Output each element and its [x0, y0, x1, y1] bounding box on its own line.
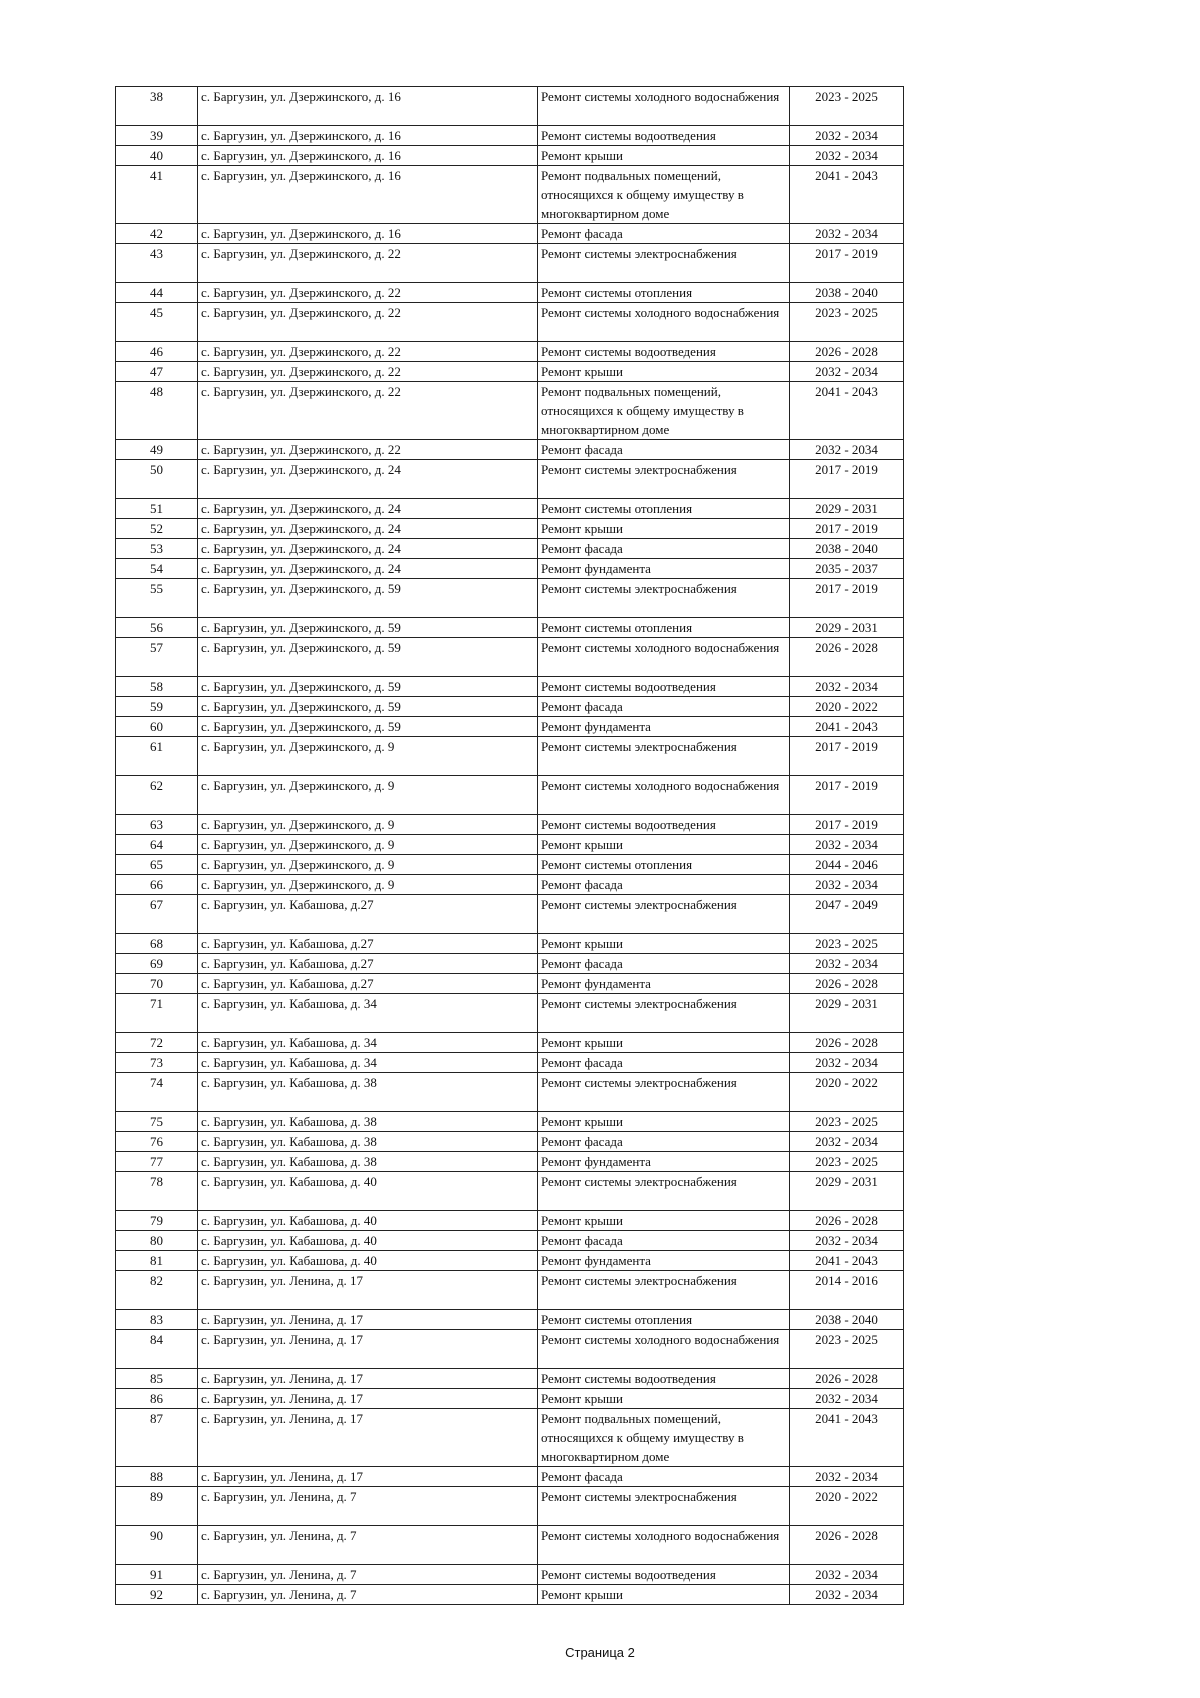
row-number-cell: 45	[116, 303, 198, 342]
address-cell: с. Баргузин, ул. Кабашова, д. 34	[198, 1033, 538, 1053]
table-row	[116, 737, 904, 776]
work-type-cell: Ремонт системы электроснабжения	[538, 994, 790, 1033]
period-cell: 2029 - 2031	[790, 1172, 904, 1211]
work-type-cell: Ремонт фасада	[538, 1231, 790, 1251]
row-number-cell: 71	[116, 994, 198, 1033]
address-cell: с. Баргузин, ул. Дзержинского, д. 22	[198, 440, 538, 460]
address-cell: с. Баргузин, ул. Ленина, д. 17	[198, 1330, 538, 1369]
table-row	[116, 1172, 904, 1211]
address-cell: с. Баргузин, ул. Кабашова, д. 40	[198, 1172, 538, 1211]
work-type-cell: Ремонт крыши	[538, 934, 790, 954]
work-type-cell: Ремонт системы отопления	[538, 855, 790, 875]
address-cell: с. Баргузин, ул. Дзержинского, д. 22	[198, 342, 538, 362]
row-number-cell: 90	[116, 1526, 198, 1565]
address-cell: с. Баргузин, ул. Дзержинского, д. 9	[198, 815, 538, 835]
table-row	[116, 1112, 904, 1132]
work-type-cell: Ремонт системы холодного водоснабжения	[538, 1330, 790, 1369]
period-cell: 2026 - 2028	[790, 342, 904, 362]
row-number-cell: 52	[116, 519, 198, 539]
period-cell: 2029 - 2031	[790, 618, 904, 638]
work-type-cell: Ремонт системы электроснабжения	[538, 1073, 790, 1112]
work-type-cell: Ремонт фасада	[538, 539, 790, 559]
row-number-cell: 78	[116, 1172, 198, 1211]
period-cell: 2029 - 2031	[790, 994, 904, 1033]
period-cell: 2041 - 2043	[790, 382, 904, 440]
row-number-cell: 51	[116, 499, 198, 519]
table-row	[116, 1565, 904, 1585]
row-number-cell: 58	[116, 677, 198, 697]
period-cell: 2017 - 2019	[790, 776, 904, 815]
period-cell: 2023 - 2025	[790, 87, 904, 126]
period-cell: 2032 - 2034	[790, 954, 904, 974]
period-cell: 2026 - 2028	[790, 1033, 904, 1053]
table-row	[116, 499, 904, 519]
period-cell: 2032 - 2034	[790, 440, 904, 460]
row-number-cell: 46	[116, 342, 198, 362]
address-cell: с. Баргузин, ул. Дзержинского, д. 9	[198, 776, 538, 815]
period-cell: 2032 - 2034	[790, 1053, 904, 1073]
period-cell: 2020 - 2022	[790, 697, 904, 717]
address-cell: с. Баргузин, ул. Дзержинского, д. 59	[198, 717, 538, 737]
work-type-cell: Ремонт крыши	[538, 1033, 790, 1053]
work-type-cell: Ремонт подвальных помещений, относящихся к общему имуществу в многоквартирном доме	[538, 166, 790, 224]
table-row	[116, 875, 904, 895]
work-type-cell: Ремонт крыши	[538, 146, 790, 166]
row-number-cell: 67	[116, 895, 198, 934]
work-type-cell: Ремонт системы отопления	[538, 1310, 790, 1330]
address-cell: с. Баргузин, ул. Ленина, д. 7	[198, 1585, 538, 1605]
period-cell: 2038 - 2040	[790, 1310, 904, 1330]
period-cell: 2032 - 2034	[790, 875, 904, 895]
work-type-cell: Ремонт крыши	[538, 835, 790, 855]
address-cell: с. Баргузин, ул. Кабашова, д. 34	[198, 1053, 538, 1073]
period-cell: 2035 - 2037	[790, 559, 904, 579]
row-number-cell: 81	[116, 1251, 198, 1271]
work-type-cell: Ремонт крыши	[538, 519, 790, 539]
table-row	[116, 1409, 904, 1467]
work-type-cell: Ремонт системы водоотведения	[538, 342, 790, 362]
work-type-cell: Ремонт крыши	[538, 1389, 790, 1409]
address-cell: с. Баргузин, ул. Кабашова, д. 40	[198, 1211, 538, 1231]
address-cell: с. Баргузин, ул. Кабашова, д.27	[198, 954, 538, 974]
table-row	[116, 638, 904, 677]
period-cell: 2023 - 2025	[790, 1330, 904, 1369]
period-cell: 2032 - 2034	[790, 224, 904, 244]
row-number-cell: 74	[116, 1073, 198, 1112]
table-row	[116, 146, 904, 166]
table-row	[116, 283, 904, 303]
period-cell: 2032 - 2034	[790, 835, 904, 855]
work-type-cell: Ремонт системы электроснабжения	[538, 579, 790, 618]
row-number-cell: 54	[116, 559, 198, 579]
table-row	[116, 835, 904, 855]
row-number-cell: 72	[116, 1033, 198, 1053]
work-type-cell: Ремонт системы водоотведения	[538, 1565, 790, 1585]
row-number-cell: 77	[116, 1152, 198, 1172]
work-type-cell: Ремонт системы электроснабжения	[538, 460, 790, 499]
row-number-cell: 75	[116, 1112, 198, 1132]
work-type-cell: Ремонт фасада	[538, 440, 790, 460]
row-number-cell: 49	[116, 440, 198, 460]
work-type-cell: Ремонт фасада	[538, 1132, 790, 1152]
address-cell: с. Баргузин, ул. Дзержинского, д. 22	[198, 382, 538, 440]
table-row	[116, 539, 904, 559]
table-row	[116, 126, 904, 146]
work-type-cell: Ремонт системы электроснабжения	[538, 895, 790, 934]
address-cell: с. Баргузин, ул. Ленина, д. 7	[198, 1526, 538, 1565]
period-cell: 2047 - 2049	[790, 895, 904, 934]
work-type-cell: Ремонт фундамента	[538, 1152, 790, 1172]
work-type-cell: Ремонт системы отопления	[538, 618, 790, 638]
work-type-cell: Ремонт крыши	[538, 362, 790, 382]
period-cell: 2014 - 2016	[790, 1271, 904, 1310]
work-type-cell: Ремонт системы электроснабжения	[538, 1172, 790, 1211]
work-type-cell: Ремонт фундамента	[538, 717, 790, 737]
address-cell: с. Баргузин, ул. Дзержинского, д. 59	[198, 579, 538, 618]
row-number-cell: 38	[116, 87, 198, 126]
address-cell: с. Баргузин, ул. Дзержинского, д. 22	[198, 362, 538, 382]
row-number-cell: 80	[116, 1231, 198, 1251]
period-cell: 2020 - 2022	[790, 1073, 904, 1112]
work-type-cell: Ремонт фундамента	[538, 974, 790, 994]
row-number-cell: 92	[116, 1585, 198, 1605]
table-row	[116, 1526, 904, 1565]
period-cell: 2023 - 2025	[790, 303, 904, 342]
row-number-cell: 59	[116, 697, 198, 717]
work-type-cell: Ремонт подвальных помещений, относящихся к общему имуществу в многоквартирном доме	[538, 382, 790, 440]
work-type-cell: Ремонт системы холодного водоснабжения	[538, 776, 790, 815]
address-cell: с. Баргузин, ул. Дзержинского, д. 59	[198, 677, 538, 697]
row-number-cell: 57	[116, 638, 198, 677]
row-number-cell: 79	[116, 1211, 198, 1231]
table-row	[116, 342, 904, 362]
row-number-cell: 73	[116, 1053, 198, 1073]
row-number-cell: 84	[116, 1330, 198, 1369]
address-cell: с. Баргузин, ул. Дзержинского, д. 24	[198, 499, 538, 519]
row-number-cell: 39	[116, 126, 198, 146]
row-number-cell: 68	[116, 934, 198, 954]
work-type-cell: Ремонт системы водоотведения	[538, 677, 790, 697]
address-cell: с. Баргузин, ул. Дзержинского, д. 9	[198, 737, 538, 776]
table-row	[116, 994, 904, 1033]
table-row	[116, 1231, 904, 1251]
work-type-cell: Ремонт фасада	[538, 697, 790, 717]
table-body	[116, 87, 904, 1605]
row-number-cell: 91	[116, 1565, 198, 1585]
row-number-cell: 69	[116, 954, 198, 974]
work-type-cell: Ремонт системы холодного водоснабжения	[538, 303, 790, 342]
page-number-label: Страница 2	[565, 1645, 635, 1660]
address-cell: с. Баргузин, ул. Дзержинского, д. 24	[198, 539, 538, 559]
row-number-cell: 64	[116, 835, 198, 855]
work-type-cell: Ремонт фасада	[538, 875, 790, 895]
row-number-cell: 56	[116, 618, 198, 638]
table-row	[116, 717, 904, 737]
work-type-cell: Ремонт крыши	[538, 1585, 790, 1605]
work-type-cell: Ремонт системы холодного водоснабжения	[538, 87, 790, 126]
row-number-cell: 70	[116, 974, 198, 994]
table-row	[116, 1152, 904, 1172]
work-type-cell: Ремонт фасада	[538, 1053, 790, 1073]
period-cell: 2017 - 2019	[790, 815, 904, 835]
table-row	[116, 677, 904, 697]
period-cell: 2032 - 2034	[790, 1231, 904, 1251]
address-cell: с. Баргузин, ул. Ленина, д. 17	[198, 1409, 538, 1467]
address-cell: с. Баргузин, ул. Кабашова, д. 38	[198, 1152, 538, 1172]
address-cell: с. Баргузин, ул. Дзержинского, д. 16	[198, 126, 538, 146]
address-cell: с. Баргузин, ул. Дзержинского, д. 16	[198, 87, 538, 126]
address-cell: с. Баргузин, ул. Кабашова, д. 38	[198, 1132, 538, 1152]
table-row	[116, 1251, 904, 1271]
address-cell: с. Баргузин, ул. Дзержинского, д. 24	[198, 519, 538, 539]
table-row	[116, 1073, 904, 1112]
work-type-cell: Ремонт системы отопления	[538, 499, 790, 519]
period-cell: 2041 - 2043	[790, 1409, 904, 1467]
address-cell: с. Баргузин, ул. Дзержинского, д. 59	[198, 618, 538, 638]
address-cell: с. Баргузин, ул. Кабашова, д. 38	[198, 1112, 538, 1132]
work-type-cell: Ремонт фундамента	[538, 559, 790, 579]
address-cell: с. Баргузин, ул. Ленина, д. 17	[198, 1467, 538, 1487]
address-cell: с. Баргузин, ул. Дзержинского, д. 9	[198, 875, 538, 895]
address-cell: с. Баргузин, ул. Дзержинского, д. 16	[198, 166, 538, 224]
work-type-cell: Ремонт фасада	[538, 954, 790, 974]
address-cell: с. Баргузин, ул. Кабашова, д.27	[198, 895, 538, 934]
period-cell: 2026 - 2028	[790, 974, 904, 994]
table-row	[116, 579, 904, 618]
period-cell: 2032 - 2034	[790, 1467, 904, 1487]
address-cell: с. Баргузин, ул. Дзержинского, д. 24	[198, 460, 538, 499]
table-row	[116, 519, 904, 539]
table-row	[116, 1310, 904, 1330]
period-cell: 2038 - 2040	[790, 283, 904, 303]
row-number-cell: 40	[116, 146, 198, 166]
table-row	[116, 1369, 904, 1389]
period-cell: 2026 - 2028	[790, 1526, 904, 1565]
period-cell: 2017 - 2019	[790, 519, 904, 539]
table-row	[116, 440, 904, 460]
address-cell: с. Баргузин, ул. Дзержинского, д. 59	[198, 697, 538, 717]
row-number-cell: 42	[116, 224, 198, 244]
row-number-cell: 62	[116, 776, 198, 815]
table-row	[116, 224, 904, 244]
row-number-cell: 61	[116, 737, 198, 776]
period-cell: 2041 - 2043	[790, 166, 904, 224]
table-row	[116, 776, 904, 815]
table-row	[116, 303, 904, 342]
period-cell: 2023 - 2025	[790, 1112, 904, 1132]
work-type-cell: Ремонт системы электроснабжения	[538, 244, 790, 283]
address-cell: с. Баргузин, ул. Дзержинского, д. 22	[198, 303, 538, 342]
address-cell: с. Баргузин, ул. Кабашова, д. 40	[198, 1231, 538, 1251]
period-cell: 2032 - 2034	[790, 1389, 904, 1409]
row-number-cell: 83	[116, 1310, 198, 1330]
period-cell: 2017 - 2019	[790, 579, 904, 618]
table-row	[116, 954, 904, 974]
work-type-cell: Ремонт крыши	[538, 1112, 790, 1132]
address-cell: с. Баргузин, ул. Кабашова, д.27	[198, 934, 538, 954]
address-cell: с. Баргузин, ул. Дзержинского, д. 16	[198, 146, 538, 166]
work-type-cell: Ремонт системы водоотведения	[538, 1369, 790, 1389]
address-cell: с. Баргузин, ул. Дзержинского, д. 16	[198, 224, 538, 244]
row-number-cell: 55	[116, 579, 198, 618]
table-row	[116, 1389, 904, 1409]
table-row	[116, 1467, 904, 1487]
row-number-cell: 48	[116, 382, 198, 440]
period-cell: 2023 - 2025	[790, 934, 904, 954]
work-type-cell: Ремонт системы электроснабжения	[538, 1487, 790, 1526]
address-cell: с. Баргузин, ул. Дзержинского, д. 59	[198, 638, 538, 677]
table-row	[116, 362, 904, 382]
address-cell: с. Баргузин, ул. Дзержинского, д. 9	[198, 855, 538, 875]
work-type-cell: Ремонт системы водоотведения	[538, 815, 790, 835]
address-cell: с. Баргузин, ул. Дзержинского, д. 24	[198, 559, 538, 579]
period-cell: 2032 - 2034	[790, 677, 904, 697]
period-cell: 2041 - 2043	[790, 1251, 904, 1271]
table-row	[116, 1132, 904, 1152]
work-type-cell: Ремонт фундамента	[538, 1251, 790, 1271]
address-cell: с. Баргузин, ул. Кабашова, д.27	[198, 974, 538, 994]
address-cell: с. Баргузин, ул. Ленина, д. 17	[198, 1271, 538, 1310]
table-row	[116, 1330, 904, 1369]
work-type-cell: Ремонт системы холодного водоснабжения	[538, 638, 790, 677]
address-cell: с. Баргузин, ул. Ленина, д. 17	[198, 1389, 538, 1409]
period-cell: 2038 - 2040	[790, 539, 904, 559]
table-row	[116, 618, 904, 638]
period-cell: 2032 - 2034	[790, 126, 904, 146]
address-cell: с. Баргузин, ул. Ленина, д. 17	[198, 1310, 538, 1330]
table-row	[116, 855, 904, 875]
period-cell: 2032 - 2034	[790, 362, 904, 382]
table-row	[116, 460, 904, 499]
period-cell: 2023 - 2025	[790, 1152, 904, 1172]
row-number-cell: 89	[116, 1487, 198, 1526]
row-number-cell: 87	[116, 1409, 198, 1467]
work-type-cell: Ремонт системы электроснабжения	[538, 737, 790, 776]
row-number-cell: 43	[116, 244, 198, 283]
period-cell: 2041 - 2043	[790, 717, 904, 737]
table-row	[116, 1033, 904, 1053]
row-number-cell: 82	[116, 1271, 198, 1310]
work-type-cell: Ремонт фасада	[538, 224, 790, 244]
row-number-cell: 50	[116, 460, 198, 499]
table-row	[116, 1585, 904, 1605]
table-row	[116, 974, 904, 994]
row-number-cell: 60	[116, 717, 198, 737]
address-cell: с. Баргузин, ул. Ленина, д. 17	[198, 1369, 538, 1389]
row-number-cell: 53	[116, 539, 198, 559]
row-number-cell: 63	[116, 815, 198, 835]
work-type-cell: Ремонт системы отопления	[538, 283, 790, 303]
period-cell: 2026 - 2028	[790, 638, 904, 677]
address-cell: с. Баргузин, ул. Ленина, д. 7	[198, 1565, 538, 1585]
table-row	[116, 244, 904, 283]
page-footer	[0, 1645, 1200, 1660]
row-number-cell: 76	[116, 1132, 198, 1152]
period-cell: 2017 - 2019	[790, 737, 904, 776]
row-number-cell: 88	[116, 1467, 198, 1487]
table-row	[116, 895, 904, 934]
table-row	[116, 815, 904, 835]
period-cell: 2020 - 2022	[790, 1487, 904, 1526]
address-cell: с. Баргузин, ул. Дзержинского, д. 9	[198, 835, 538, 855]
work-type-cell: Ремонт системы водоотведения	[538, 126, 790, 146]
period-cell: 2032 - 2034	[790, 1585, 904, 1605]
work-type-cell: Ремонт крыши	[538, 1211, 790, 1231]
period-cell: 2017 - 2019	[790, 460, 904, 499]
address-cell: с. Баргузин, ул. Кабашова, д. 40	[198, 1251, 538, 1271]
table-row	[116, 87, 904, 126]
row-number-cell: 86	[116, 1389, 198, 1409]
table-row	[116, 1487, 904, 1526]
row-number-cell: 47	[116, 362, 198, 382]
period-cell: 2032 - 2034	[790, 1565, 904, 1585]
table-row	[116, 934, 904, 954]
address-cell: с. Баргузин, ул. Дзержинского, д. 22	[198, 283, 538, 303]
work-type-cell: Ремонт подвальных помещений, относящихся к общему имуществу в многоквартирном доме	[538, 1409, 790, 1467]
work-type-cell: Ремонт фасада	[538, 1467, 790, 1487]
address-cell: с. Баргузин, ул. Ленина, д. 7	[198, 1487, 538, 1526]
address-cell: с. Баргузин, ул. Кабашова, д. 38	[198, 1073, 538, 1112]
address-cell: с. Баргузин, ул. Дзержинского, д. 22	[198, 244, 538, 283]
address-cell: с. Баргузин, ул. Кабашова, д. 34	[198, 994, 538, 1033]
period-cell: 2026 - 2028	[790, 1369, 904, 1389]
table-row	[116, 1271, 904, 1310]
table-row	[116, 1211, 904, 1231]
row-number-cell: 41	[116, 166, 198, 224]
table-row	[116, 697, 904, 717]
repair-schedule-table	[115, 86, 904, 1605]
table-row	[116, 1053, 904, 1073]
row-number-cell: 85	[116, 1369, 198, 1389]
table-row	[116, 382, 904, 440]
row-number-cell: 65	[116, 855, 198, 875]
row-number-cell: 44	[116, 283, 198, 303]
period-cell: 2032 - 2034	[790, 146, 904, 166]
period-cell: 2029 - 2031	[790, 499, 904, 519]
period-cell: 2044 - 2046	[790, 855, 904, 875]
period-cell: 2026 - 2028	[790, 1211, 904, 1231]
work-type-cell: Ремонт системы электроснабжения	[538, 1271, 790, 1310]
period-cell: 2017 - 2019	[790, 244, 904, 283]
table-row	[116, 166, 904, 224]
table-row	[116, 559, 904, 579]
work-type-cell: Ремонт системы холодного водоснабжения	[538, 1526, 790, 1565]
row-number-cell: 66	[116, 875, 198, 895]
period-cell: 2032 - 2034	[790, 1132, 904, 1152]
